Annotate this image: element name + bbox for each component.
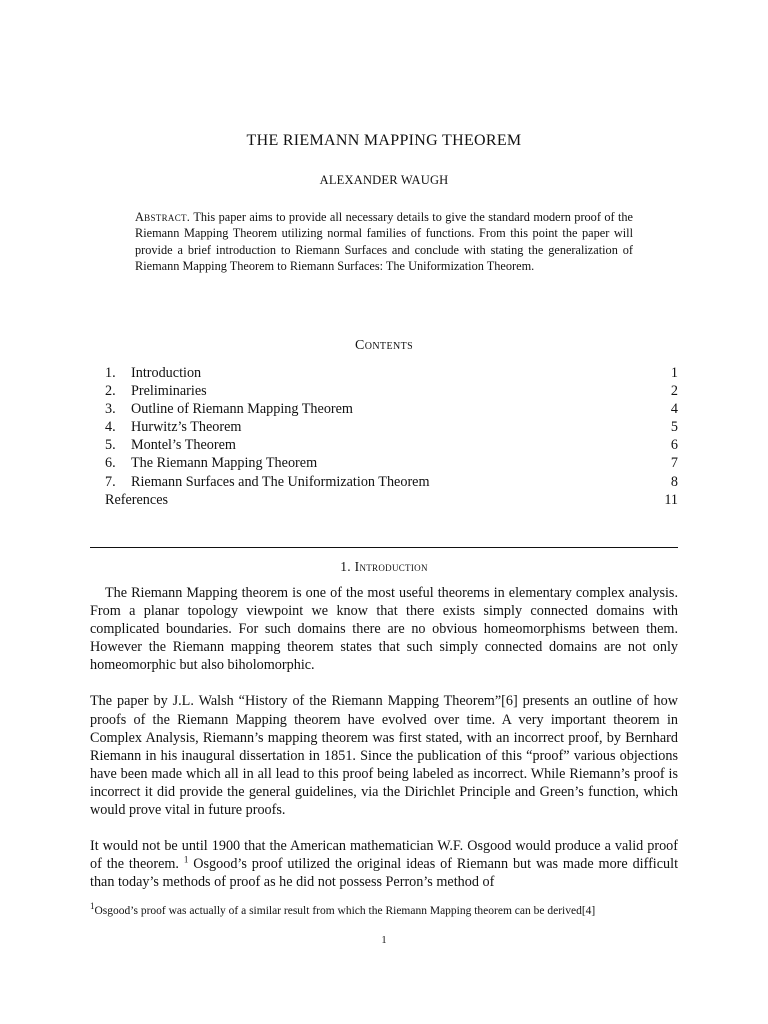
toc-entry-number: 4.	[105, 419, 116, 436]
abstract-text: This paper aims to provide all necessary details to give the standard modern proof of the Riemann Mapping Theorem utilizing normal families of functions. From this point the paper will provide a brief introduction to Riemann Surfaces and conclude with stating the generalization of Riemann Mapping Theorem to Riemann Surfaces: The Uniformization Theorem.	[135, 210, 633, 274]
toc-entry-title: Montel’s Theorem	[131, 437, 236, 454]
toc-entry[interactable]	[105, 382, 678, 400]
toc-entry[interactable]	[105, 436, 678, 454]
toc-entry[interactable]	[105, 400, 678, 418]
toc-entry[interactable]	[105, 364, 678, 382]
footnote-text: Osgood’s proof was actually of a similar result from which the Riemann Mapping theorem can be derived[4]	[94, 905, 596, 917]
footnote-number: 1	[90, 901, 95, 912]
toc-entry-number: 6.	[105, 455, 116, 472]
toc-entry-page: 7	[670, 455, 678, 472]
toc-entry-number: 3.	[105, 401, 116, 418]
paragraph-text: Osgood’s proof utilized the original ideas of Riemann but was made more difficult than today’s methods of proof as he did not possess Perron’s method of	[90, 856, 679, 891]
paper-title: THE RIEMANN MAPPING THEOREM	[246, 132, 522, 149]
footnote	[90, 901, 678, 919]
toc-entry[interactable]	[105, 418, 678, 436]
toc-entry-page: 2	[670, 383, 678, 400]
toc-entry-title: The Riemann Mapping Theorem	[131, 455, 318, 472]
toc-entry[interactable]	[105, 473, 678, 491]
toc-entry-number: 2.	[105, 383, 116, 400]
section-title: Introduction	[354, 559, 428, 574]
toc-entry-page: 6	[670, 437, 678, 454]
paragraph	[90, 837, 678, 891]
toc-entry-number: 5.	[105, 437, 116, 454]
paragraph: The paper by J.L. Walsh “History of the Riemann Mapping Theorem”[6] presents an outline of how proofs of the Riemann Mapping theorem have evolved over time. A very important theorem in Complex Analysis, Riemann’s mapping theorem was first stated, with an incorrect proof, by Bernhard Riemann in his inaugural dissertation in 1851. Since the publication of this “proof” various objections have been made which all in all lead to this proof being labeled as incorrect. While Riemann’s proof is incorrect it did provide the general guidelines, via the Dirichlet Principle and Green’s function, which would prove vital in future proofs.	[90, 693, 678, 819]
section-divider	[90, 547, 678, 548]
footnote-marker[interactable]: 1	[183, 854, 189, 865]
toc-entry-title: References	[105, 491, 169, 508]
toc-entry-number: 7.	[105, 473, 116, 490]
section-heading	[0, 559, 768, 575]
toc-entry-page: 1	[670, 365, 678, 381]
toc-entry-references[interactable]	[105, 491, 678, 509]
toc-entry-title: Riemann Surfaces and The Uniformization Theorem	[131, 473, 430, 490]
toc-entry-title: Preliminaries	[131, 383, 207, 400]
section-number: 1.	[340, 559, 351, 574]
paragraph: The Riemann Mapping theorem is one of the most useful theorems in elementary complex analysis. From a planar topology viewpoint we know that there exists simply connected domains with complicated boundaries. For such domains there are no obvious homeomorphisms between them. However the Riemann mapping theorem states that such simply connected domains are not only homeomorphic but also biholomorphic.	[90, 585, 678, 674]
paragraph-text: It would not be until 1900 that the American mathematician W.F. Osgood would produce a valid proof of the theorem.	[90, 838, 678, 873]
page-number: 1	[381, 935, 387, 946]
abstract-label: Abstract.	[135, 210, 191, 224]
toc-entry-number: 1.	[105, 365, 116, 381]
toc-entry-page: 8	[670, 473, 678, 490]
contents-heading: Contents	[354, 338, 414, 353]
toc-entry[interactable]	[105, 454, 678, 472]
abstract	[135, 209, 633, 275]
toc-entry-page: 5	[670, 419, 678, 436]
toc-entry-title: Hurwitz’s Theorem	[131, 419, 242, 436]
toc-entry-page: 11	[664, 491, 678, 508]
toc-entry-title: Outline of Riemann Mapping Theorem	[131, 401, 353, 418]
toc-entry-title: Introduction	[131, 365, 202, 381]
toc-entry-page: 4	[670, 401, 678, 418]
paper-author: ALEXANDER WAUGH	[319, 173, 449, 187]
table-of-contents	[105, 364, 678, 509]
